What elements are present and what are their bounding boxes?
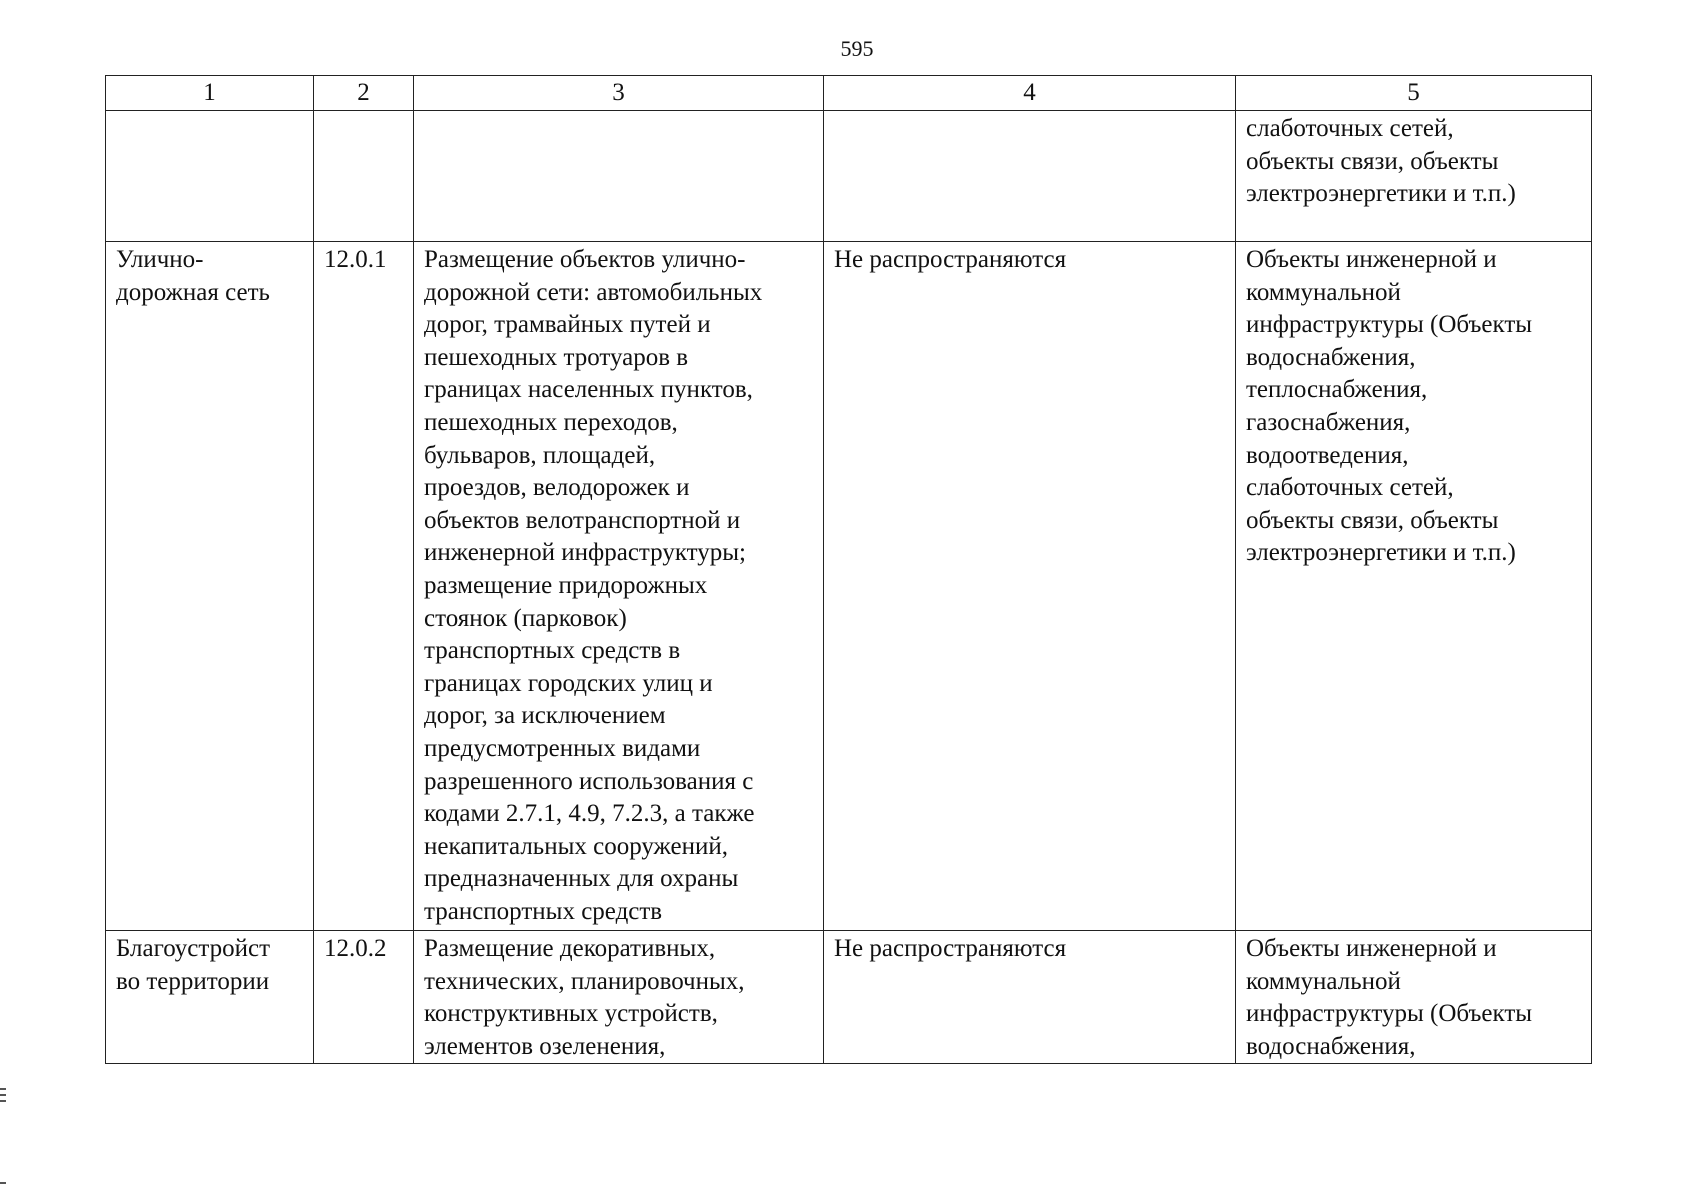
cell-restrictions-text: Не распространяются: [834, 935, 1067, 962]
column-header-5: 5: [1236, 76, 1592, 111]
cell-name: [106, 931, 314, 1064]
cell-auxiliary-text: Объекты инженерной и коммунальной инфраструктуры (Объекты водоснабжения,: [1246, 935, 1533, 1060]
cell-code: [314, 242, 414, 931]
cell-description: [414, 111, 824, 242]
cell-auxiliary: [1236, 111, 1592, 242]
scan-artifact-mark: [0, 1094, 6, 1096]
cell-description-text: Размещение объектов улично- дорожной сети: автомобильных дорог, трамвайных путей и пешеходных тротуаров в границах населенных пунктов, пешеходных переходов, бульваров, площадей, проездов, велодорожек и объектов велотранспортной и инженерной инфраструктуры; размещение придорожных стоянок (парковок) транспортных средств в границах городских улиц и дорог, за исключением предусмотренных видами разрешенного использования с кодами 2.7.1, 4.9, 7.2.3, а также некапитальных сооружений, предназначенных для охраны транспортных средств: [424, 246, 763, 925]
cell-auxiliary-text: слаботочных сетей, объекты связи, объекты электроэнергетики и т.п.): [1246, 115, 1516, 208]
scan-artifact-mark: [0, 1088, 6, 1090]
column-header-2: 2: [314, 76, 414, 111]
cell-auxiliary: [1236, 931, 1592, 1064]
cell-name-text: Благоустройст во территории: [116, 935, 271, 995]
cell-restrictions-text: Не распространяются: [834, 246, 1067, 273]
cell-description-text: Размещение декоративных, технических, планировочных, конструктивных устройств, элементов озеленения,: [424, 935, 745, 1060]
cell-auxiliary-text: Объекты инженерной и коммунальной инфраструктуры (Объекты водоснабжения, теплоснабжения, газоснабжения, водоотведения, слаботочных сетей, объекты связи, объекты электроэнергетики и т.п.): [1246, 246, 1533, 567]
cell-code-text: 12.0.2: [324, 935, 387, 962]
scan-artifact-mark: [0, 1100, 6, 1102]
column-header-3: 3: [414, 76, 824, 111]
column-header-4: 4: [824, 76, 1236, 111]
cell-code-text: 12.0.1: [324, 246, 387, 273]
table-row-landscaping: [106, 931, 1592, 1064]
land-use-table: [105, 75, 1592, 1064]
cell-name: [106, 111, 314, 242]
cell-description: [414, 931, 824, 1064]
cell-description: [414, 242, 824, 931]
table-header-row: [106, 76, 1592, 111]
cell-name: [106, 242, 314, 931]
cell-code: [314, 931, 414, 1064]
page-number: 595: [840, 36, 874, 61]
scan-artifact-mark: [0, 1182, 6, 1184]
cell-restrictions: [824, 111, 1236, 242]
cell-code: [314, 111, 414, 242]
table-row-street-network: [106, 242, 1592, 931]
cell-auxiliary: [1236, 242, 1592, 931]
cell-restrictions: [824, 931, 1236, 1064]
column-header-1: 1: [106, 76, 314, 111]
cell-restrictions: [824, 242, 1236, 931]
cell-name-text: Улично- дорожная сеть: [116, 246, 270, 306]
table-row-continuation: [106, 111, 1592, 242]
